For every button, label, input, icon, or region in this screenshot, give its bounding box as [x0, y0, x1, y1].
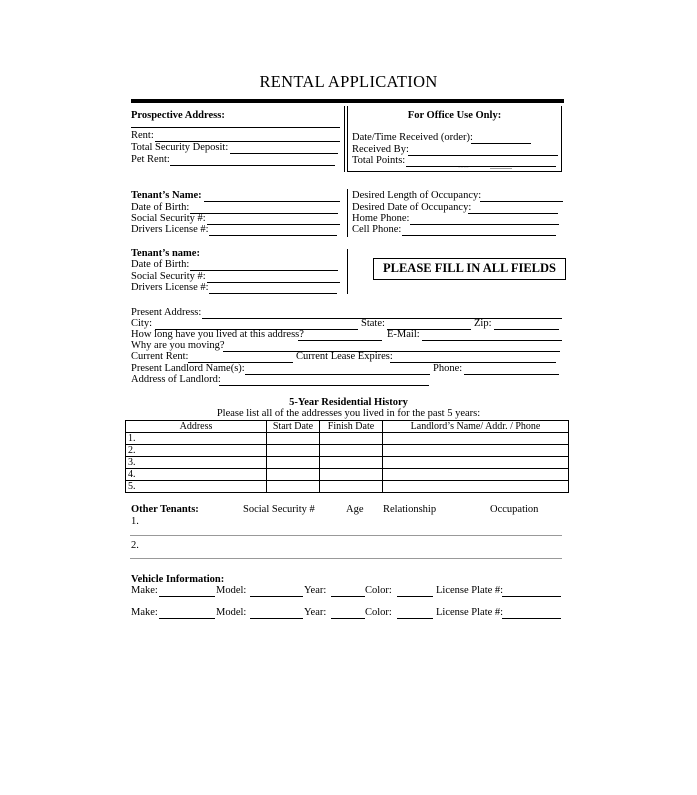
page-title: RENTAL APPLICATION: [259, 72, 438, 91]
office-use-heading: For Office Use Only:: [407, 110, 502, 121]
finish-date-cell[interactable]: [320, 481, 383, 493]
history-instructions: Please list all of the addresses you lived in for the past 5 years:: [216, 408, 481, 419]
other-tenant-line-2[interactable]: [130, 558, 562, 559]
table-row: [126, 457, 569, 469]
table-row: [126, 433, 569, 445]
security-deposit-field[interactable]: [230, 153, 338, 154]
tenant1-license-label: Drivers License #:: [131, 224, 209, 235]
tenant2-ssn-field[interactable]: [207, 282, 340, 283]
other-tenant-row-2: 2.: [131, 540, 139, 551]
tenant1-ssn-label: Social Security #:: [131, 213, 206, 224]
current-rent-label: Current Rent:: [131, 351, 189, 362]
history-header-row: [126, 421, 569, 433]
tenant1-dob-field[interactable]: [190, 213, 338, 214]
lease-expires-label: Current Lease Expires:: [296, 351, 393, 362]
vehicle2-year-field[interactable]: [331, 618, 365, 619]
email-field[interactable]: [422, 340, 562, 341]
vehicle2-color-label: Color:: [365, 607, 392, 618]
why-moving-label: Why are you moving?: [131, 340, 225, 351]
vehicle1-make-label: Make:: [131, 585, 158, 596]
vehicle1-year-field[interactable]: [331, 596, 365, 597]
landlord-cell[interactable]: [383, 457, 569, 469]
landlord-names-field[interactable]: [245, 374, 430, 375]
vehicle1-make-field[interactable]: [159, 596, 215, 597]
tenant1-name-field[interactable]: [204, 201, 340, 202]
vehicle1-year-label: Year:: [304, 585, 327, 596]
security-deposit-label: Total Security Deposit:: [131, 142, 229, 153]
history-row-number[interactable]: 1.: [126, 433, 267, 445]
cell-phone-label: Cell Phone:: [352, 224, 402, 235]
other-tenants-col-occupation: Occupation: [490, 504, 539, 515]
email-label: E-Mail:: [387, 329, 420, 340]
how-long-field[interactable]: [298, 340, 382, 341]
start-date-cell[interactable]: [267, 445, 320, 457]
vehicle2-make-field[interactable]: [159, 618, 215, 619]
office-dash-short: ----: [458, 162, 469, 171]
pet-rent-field[interactable]: [170, 165, 335, 166]
other-tenant-row-1: 1.: [131, 516, 139, 527]
landlord-cell[interactable]: [383, 481, 569, 493]
occupancy-length-label: Desired Length of Occupancy:: [352, 190, 482, 201]
vehicle-heading: Vehicle Information:: [131, 574, 225, 585]
zip-label: Zip:: [474, 318, 492, 329]
office-box-left-rule: [344, 106, 345, 172]
tenant2-name-label: Tenant’s name:: [131, 248, 200, 259]
vehicle2-plate-label: License Plate #:: [436, 607, 504, 618]
received-time-label: Date/Time Received (order):: [352, 132, 473, 143]
start-date-cell[interactable]: [267, 469, 320, 481]
home-phone-label: Home Phone:: [352, 213, 410, 224]
landlord-cell[interactable]: [383, 469, 569, 481]
tenant2-license-label: Drivers License #:: [131, 282, 209, 293]
occupancy-date-label: Desired Date of Occupancy:: [352, 202, 472, 213]
vehicle2-make-label: Make:: [131, 607, 158, 618]
tenant1-license-field[interactable]: [209, 235, 337, 236]
rent-label: Rent:: [131, 130, 154, 141]
start-date-cell[interactable]: [267, 481, 320, 493]
history-col-address: Address: [126, 421, 267, 433]
vehicle1-model-field[interactable]: [250, 596, 303, 597]
vehicle1-color-label: Color:: [365, 585, 392, 596]
tenant1-separator: [347, 189, 348, 237]
fill-all-fields-notice: PLEASE FILL IN ALL FIELDS: [373, 258, 566, 280]
vehicle2-year-label: Year:: [304, 607, 327, 618]
vehicle1-plate-field[interactable]: [502, 596, 561, 597]
landlord-address-field[interactable]: [219, 385, 429, 386]
history-heading: 5-Year Residential History: [289, 397, 408, 408]
state-label: State:: [361, 318, 385, 329]
other-tenants-col-ssn: Social Security #: [243, 504, 315, 515]
landlord-cell[interactable]: [383, 433, 569, 445]
vehicle2-plate-field[interactable]: [502, 618, 561, 619]
history-row-number[interactable]: 3.: [126, 457, 267, 469]
table-row: [126, 481, 569, 493]
history-col-landlord: Landlord’s Name/ Addr. / Phone: [383, 421, 569, 433]
landlord-address-label: Address of Landlord:: [131, 374, 221, 385]
landlord-phone-field[interactable]: [464, 374, 559, 375]
table-row: [126, 469, 569, 481]
tenant2-dob-label: Date of Birth:: [131, 259, 190, 270]
office-dash-long: ...........: [490, 162, 512, 171]
vehicle1-plate-label: License Plate #:: [436, 585, 504, 596]
total-points-label: Total Points:: [352, 155, 406, 166]
city-label: City:: [131, 318, 153, 329]
other-tenants-col-relationship: Relationship: [383, 504, 437, 515]
tenant2-dob-field[interactable]: [190, 270, 338, 271]
prospective-address-heading: Prospective Address:: [131, 110, 225, 121]
other-tenants-col-age: Age: [346, 504, 364, 515]
title-divider: [131, 99, 564, 103]
cell-phone-field[interactable]: [402, 235, 556, 236]
vehicle1-model-label: Model:: [216, 585, 247, 596]
vehicle1-color-field[interactable]: [397, 596, 433, 597]
table-row: [126, 445, 569, 457]
other-tenants-heading: Other Tenants:: [131, 504, 199, 515]
finish-date-cell[interactable]: [320, 445, 383, 457]
finish-date-cell[interactable]: [320, 433, 383, 445]
finish-date-cell[interactable]: [320, 469, 383, 481]
vehicle2-model-label: Model:: [216, 607, 247, 618]
history-row-number[interactable]: 2.: [126, 445, 267, 457]
total-points-field[interactable]: [406, 166, 556, 167]
lease-expires-field[interactable]: [390, 362, 556, 363]
tenant1-name-label: Tenant’s Name:: [131, 190, 202, 201]
prospective-address-field[interactable]: [131, 127, 340, 128]
tenant2-ssn-label: Social Security #:: [131, 271, 206, 282]
tenant2-separator: [347, 249, 348, 294]
start-date-cell[interactable]: [267, 457, 320, 469]
finish-date-cell[interactable]: [320, 457, 383, 469]
history-col-finish: Finish Date: [320, 421, 383, 433]
other-tenant-line-1[interactable]: [130, 535, 562, 536]
vehicle2-color-field[interactable]: [397, 618, 433, 619]
landlord-phone-label: Phone:: [433, 363, 463, 374]
home-phone-field[interactable]: [410, 224, 559, 225]
received-by-field[interactable]: [408, 155, 558, 156]
history-col-start: Start Date: [267, 421, 320, 433]
present-address-label: Present Address:: [131, 307, 202, 318]
occupancy-date-field[interactable]: [468, 213, 558, 214]
tenant2-license-field[interactable]: [209, 293, 337, 294]
occupancy-length-field[interactable]: [480, 201, 563, 202]
vehicle2-model-field[interactable]: [250, 618, 303, 619]
tenant1-dob-label: Date of Birth:: [131, 202, 190, 213]
pet-rent-label: Pet Rent:: [131, 154, 170, 165]
landlord-names-label: Present Landlord Name(s):: [131, 363, 245, 374]
landlord-cell[interactable]: [383, 445, 569, 457]
tenant1-ssn-field[interactable]: [207, 224, 340, 225]
history-row-number[interactable]: 5.: [126, 481, 267, 493]
residential-history-table: [125, 420, 569, 493]
start-date-cell[interactable]: [267, 433, 320, 445]
zip-field[interactable]: [494, 329, 559, 330]
history-row-number[interactable]: 4.: [126, 469, 267, 481]
received-by-label: Received By:: [352, 144, 409, 155]
received-time-field[interactable]: [471, 143, 531, 144]
how-long-label: How long have you lived at this address?: [131, 329, 304, 340]
